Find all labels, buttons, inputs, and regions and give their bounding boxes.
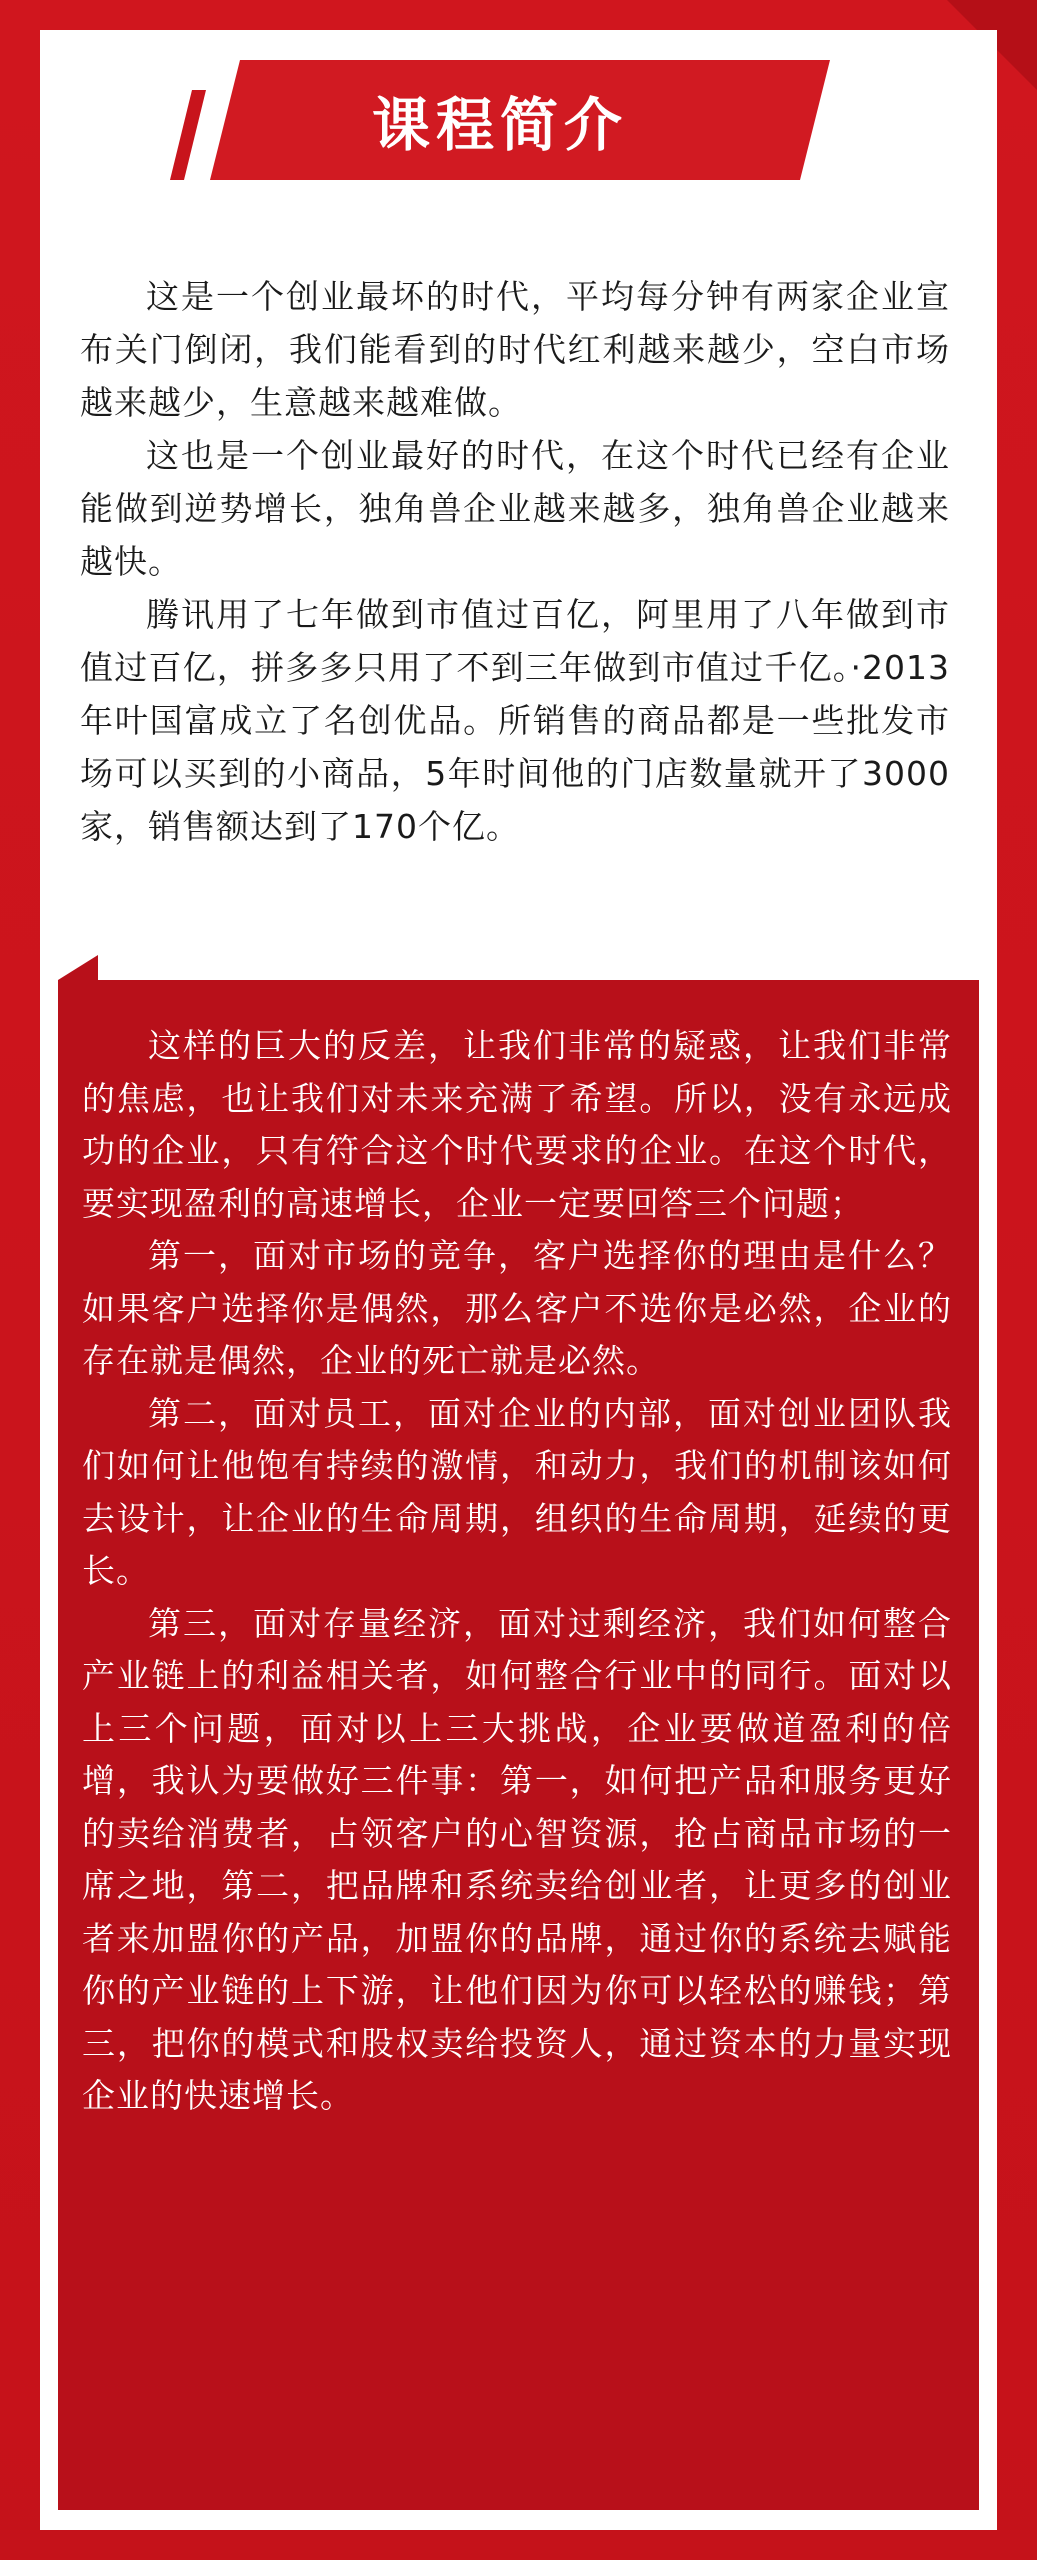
intro-paragraph: 腾讯用了七年做到市值过百亿，阿里用了八年做到市值过百亿，拼多多只用了不到三年做到市值过千亿。·2013年叶国富成立了名创优品。所销售的商品都是一些批发市场可以买到的小商品，5年时间他的门店数量就开了3000家，销售额达到了170个亿。: [80, 595, 950, 846]
panel-paragraph: 第三，面对存量经济，面对过剩经济，我们如何整合产业链上的利益相关者，如何整合行业中的同行。面对以上三个问题，面对以上三大挑战，企业要做道盈利的倍增，我认为要做好三件事：第一，如何把产品和服务更好的卖给消费者，占领客户的心智资源，抢占商品市场的一席之地，第二，把品牌和系统卖给创业者，让更多的创业者来加盟你的产品，加盟你的品牌，通过你的系统去赋能你的产业链的上下游，让他们因为你可以轻松的赚钱；第三，把你的模式和股权卖给投资人，通过资本的力量实现企业的快速增长。: [82, 1603, 952, 2115]
panel-text: [82, 1020, 952, 2123]
page-title: 课程简介: [371, 91, 628, 159]
intro-paragraph: 这也是一个创业最好的时代，在这个时代已经有企业能做到逆势增长，独角兽企业越来越多，独角兽企业越来越快。: [80, 436, 950, 581]
panel-paragraph: 第二，面对员工，面对企业的内部，面对创业团队我们如何让他饱有持续的激情，和动力，我们的机制该如何去设计，让企业的生命周期，组织的生命周期，延续的更长。: [82, 1393, 952, 1590]
panel-paragraph: 第一，面对市场的竞争，客户选择你的理由是什么？如果客户选择你是偶然，那么客户不选你是必然，企业的存在就是偶然，企业的死亡就是必然。: [82, 1236, 952, 1380]
title-banner: [170, 60, 830, 180]
panel-notch: [58, 955, 98, 980]
intro-section: [80, 270, 950, 853]
panel-paragraph: 这样的巨大的反差，让我们非常的疑惑，让我们非常的焦虑，也让我们对未来充满了希望。所以，没有永远成功的企业，只有符合这个时代要求的企业。在这个时代，要实现盈利的高速增长，企业一定要回答三个问题；: [82, 1026, 952, 1223]
intro-paragraph: 这是一个创业最坏的时代，平均每分钟有两家企业宣布关门倒闭，我们能看到的时代红利越来越少，空白市场越来越少，生意越来越难做。: [80, 277, 950, 422]
